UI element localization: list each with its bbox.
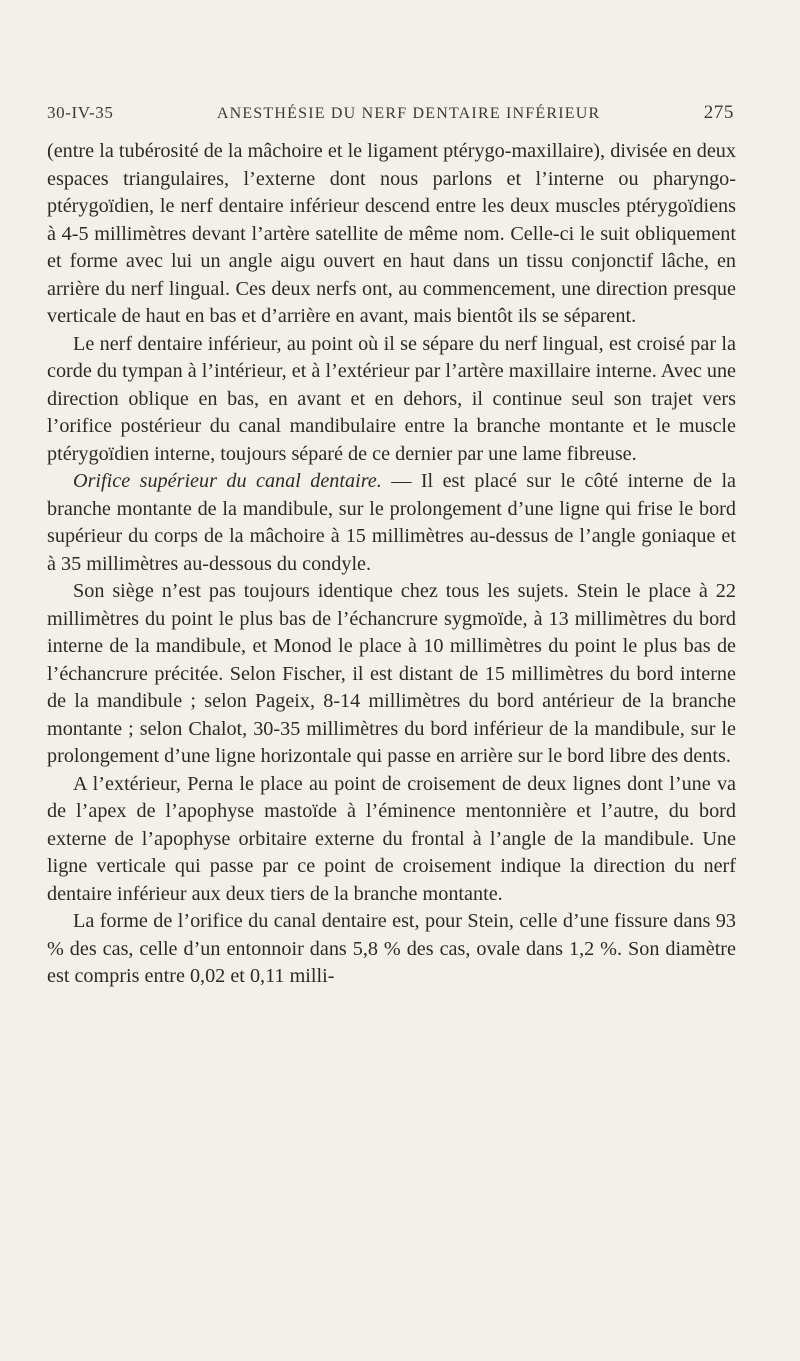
body-text (47, 138, 736, 991)
paragraph-3-text: — Il est placé sur le côté interne de la branche montante de la mandibule, sur le prolongement d’une ligne qui frise le bord supérieur du corps de la mâchoire à 15 millimètres au-dessus de l’angle goniaque et à 35 millimètres au-dessous du condyle. (47, 470, 737, 575)
section-heading: Orifice supérieur du canal dentaire. (73, 470, 382, 492)
running-header (47, 102, 736, 124)
paragraph-4: Son siège n’est pas toujours identique chez tous les sujets. Stein le place à 22 millimètres du point le plus bas de l’échancrure sygmoïde, à 13 millimètres du bord interne de la mandibule, et Monod le place à 10 millimètres du point le plus bas de l’échancrure précitée. Selon Fischer, il est distant de 15 millimètres du bord interne de la mandibule ; selon Pageix, 8-14 millimètres du bord antérieur de la branche montante ; selon Chalot, 30-35 millimètres du bord inférieur de la mandibule, sur le prolongement d’une ligne horizontale qui passe en arrière sur le bord libre des dents. (47, 580, 736, 767)
paragraph-6: La forme de l’orifice du canal dentaire est, pour Stein, celle d’une fissure dans 93 % des cas, celle d’un entonnoir dans 5,8 % des cas, ovale dans 1,2 %. Son diamètre est compris entre 0,02 et 0,11 milli- (47, 910, 736, 987)
paragraph-1: (entre la tubérosité de la mâchoire et le ligament ptérygo-maxillaire), divisée en deux espaces triangulaires, l’externe dont nous parlons et l’interne ou pharyngo-ptérygoïdien, le nerf dentaire inférieur descend entre les deux muscles ptérygoïdiens à 4-5 millimètres devant l’artère satellite de même nom. Celle-ci le suit obliquement et forme avec lui un angle aigu ouvert en haut dans un tissu conjonctif lâche, en arrière du nerf lingual. Ces deux nerfs ont, au commencement, une direction presque verticale de haut en bas et d’arrière en avant, mais bientôt ils se séparent. (47, 140, 736, 327)
header-title: ANESTHÉSIE DU NERF DENTAIRE INFÉRIEUR (216, 105, 601, 122)
paragraph-3 (47, 468, 736, 578)
paragraph-2: Le nerf dentaire inférieur, au point où il se sépare du nerf lingual, est croisé par la corde du tympan à l’intérieur, et à l’extérieur par l’artère maxillaire interne. Avec une direction oblique en bas, en avant et en dehors, il continue seul son trajet vers l’orifice postérieur du canal mandibulaire entre la branche montante et le muscle ptérygoïdien interne, toujours séparé de ce dernier par une lame fibreuse. (47, 332, 736, 465)
header-date: 30-IV-35 (47, 103, 114, 122)
page-number: 275 (703, 102, 734, 123)
paragraph-5: A l’extérieur, Perna le place au point de croisement de deux lignes dont l’une va de l’apex de l’apophyse mastoïde à l’éminence mentonnière et l’autre, du bord externe de l’apophyse orbitaire externe du frontal à l’angle de la mandibule. Une ligne verticale qui passe par ce point de croisement indique la direction du nerf dentaire inférieur aux deux tiers de la branche montante. (47, 772, 736, 905)
